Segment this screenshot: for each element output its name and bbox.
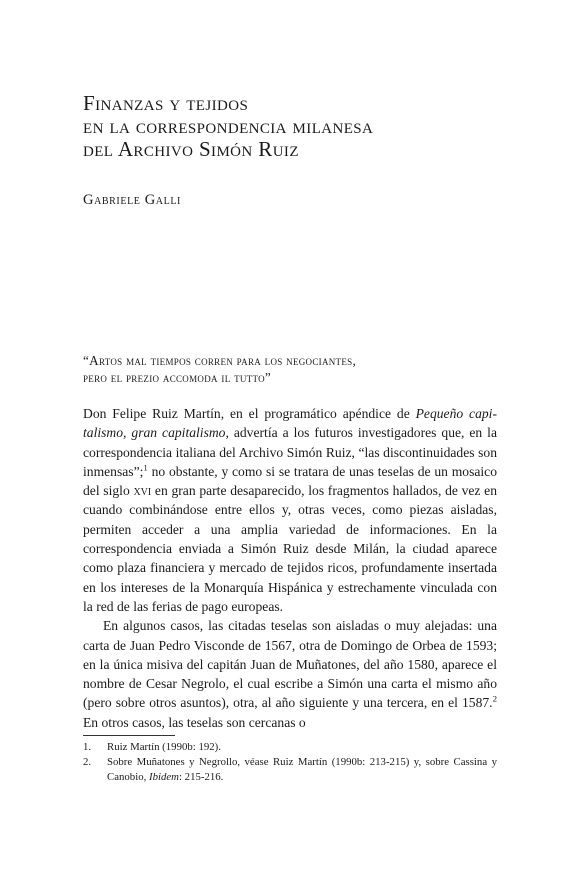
footnote-1 <box>83 740 497 755</box>
footnote-number: 1. <box>83 741 92 753</box>
author-name: Gabriele Galli <box>83 192 181 208</box>
footnote-divider <box>83 735 175 736</box>
article-title <box>83 92 503 161</box>
footnote-2 <box>83 755 497 785</box>
title-line-2: en la correspondencia milanesa <box>83 114 374 138</box>
title-line-1: Finanzas y tejidos <box>83 91 249 115</box>
paragraph-1-text-e: no obstante, y como si se tratara de unas teselas de un mosaico del siglo <box>83 463 497 499</box>
footnote-2-text-c: : 215-216. <box>178 771 224 783</box>
paragraph-2 <box>83 616 497 732</box>
footnote-number: 2. <box>83 756 92 768</box>
footnote-text <box>107 755 497 785</box>
footnote-1-text-a: Ruiz Martín (1990b: 192). <box>107 741 221 753</box>
footnote-ref-2: 2 <box>492 693 497 704</box>
paragraph-1-text-c: , advertía a los futuros investigadores que, en la correspondencia italiana del Archivo Simón Ruiz, “las discontinuidades son inmensas”; <box>83 425 497 479</box>
epigraph <box>83 352 503 386</box>
footnote-text <box>107 740 497 755</box>
paragraph-1 <box>83 404 497 616</box>
footnotes <box>83 740 497 785</box>
footnote-2-ibidem: Ibidem <box>149 771 179 783</box>
paragraph-2-text-a: En algunos casos, las citadas teselas son aisladas o muy alejadas: una carta de Juan Pedro Visconde de 1567, otra de Domingo de Orbea de 1593; en la única misiva del capitán Juan de Muñatones, del año 1580, aparece el nombre de Cesar Negrolo, el cual escribe a Simón una carta el mismo año (pero sobre otros asuntos), otra, al año siguiente y una tercera, en el 1587. <box>83 618 497 711</box>
paragraph-1-text-a: Don Felipe Ruiz Martín, en el programático apéndice de <box>83 406 416 421</box>
epigraph-line-1: “Artos mal tiempos corren para los negociantes, <box>83 353 357 368</box>
paragraph-1-century: xvi <box>133 483 152 499</box>
body-text <box>83 404 497 732</box>
paragraph-1-book-title: Pequeño capitalismo, gran capitalismo <box>83 406 497 441</box>
footnote-ref-1: 1 <box>143 462 148 473</box>
paragraph-2-text-c: En otros casos, las teselas son cercanas o <box>83 714 306 730</box>
epigraph-line-2: pero el prezio accomoda il tutto” <box>83 370 272 385</box>
title-line-3: del Archivo Simón Ruiz <box>83 137 299 161</box>
footnote-2-text-a: Sobre Muñatones y Negrollo, véase Ruiz Martín (1990b: 213-215) y, sobre Cassina y Canobio, <box>107 756 497 783</box>
paragraph-1-text-g: en gran parte desaparecido, los fragmentos hallados, de vez en cuando combinándose entre ellos y, otras veces, como piezas aisladas, permiten acceder a una amplia variedad de informaciones. En la correspondencia enviada a Simón Ruiz desde Milán, la ciudad aparece como plaza financiera y mercado de tejidos ricos, profundamente insertada en los intereses de la Monarquía Hispánica y estrechamente vinculada con la red de las ferias de pago europeas. <box>83 483 497 614</box>
